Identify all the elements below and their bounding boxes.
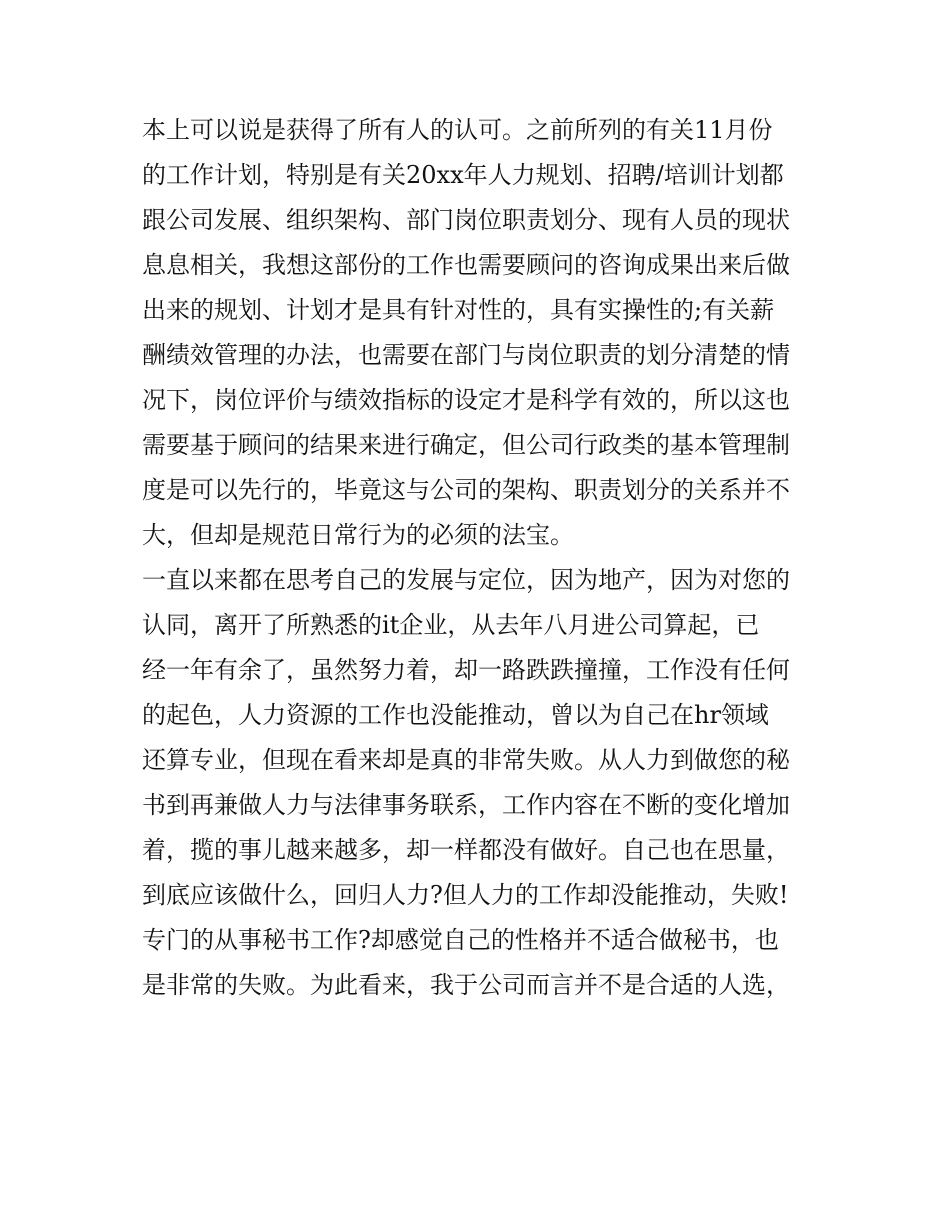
body-text <box>142 108 822 1008</box>
text-line: 度是可以先行的，毕竟这与公司的架构、职责划分的关系并不 <box>142 476 790 504</box>
text-line: 酬绩效管理的办法，也需要在部门与岗位职责的划分清楚的情 <box>142 341 790 369</box>
text-line: 还算专业，但现在看来却是真的非常失败。从人力到做您的秘 <box>142 746 790 774</box>
text-line: 息息相关，我想这部份的工作也需要顾问的咨询成果出来后做 <box>142 251 790 279</box>
text-line: 跟公司发展、组织架构、部门岗位职责划分、现有人员的现状 <box>142 206 790 234</box>
text-line: 认同，离开了所熟悉的it企业，从去年八月进公司算起，已 <box>142 611 760 639</box>
text-line: 到底应该做什么，回归人力?但人力的工作却没能推动，失败! <box>142 881 789 909</box>
text-line: 专门的从事秘书工作?却感觉自己的性格并不适合做秘书，也 <box>142 926 779 954</box>
text-line: 书到再兼做人力与法律事务联系，工作内容在不断的变化增加 <box>142 791 790 819</box>
text-line: 大，但却是规范日常行为的必须的法宝。 <box>142 521 574 549</box>
text-line: 的起色，人力资源的工作也没能推动，曾以为自己在hr领域 <box>142 701 769 729</box>
text-line: 经一年有余了，虽然努力着，却一路跌跌撞撞，工作没有任何 <box>142 656 790 684</box>
text-line: 着，揽的事儿越来越多，却一样都没有做好。自己也在思量， <box>142 836 790 864</box>
text-line: 需要基于顾问的结果来进行确定，但公司行政类的基本管理制 <box>142 431 790 459</box>
text-line: 况下，岗位评价与绩效指标的设定才是科学有效的，所以这也 <box>142 386 790 414</box>
text-line: 一直以来都在思考自己的发展与定位，因为地产，因为对您的 <box>142 566 790 594</box>
text-line: 本上可以说是获得了所有人的认可。之前所列的有关11月份 <box>142 116 773 144</box>
text-line: 的工作计划，特别是有关20xx年人力规划、招聘/培训计划都 <box>142 161 784 189</box>
text-line: 出来的规划、计划才是具有针对性的，具有实操性的;有关薪 <box>142 296 775 324</box>
text-line: 是非常的失败。为此看来，我于公司而言并不是合适的人选， <box>142 971 790 999</box>
